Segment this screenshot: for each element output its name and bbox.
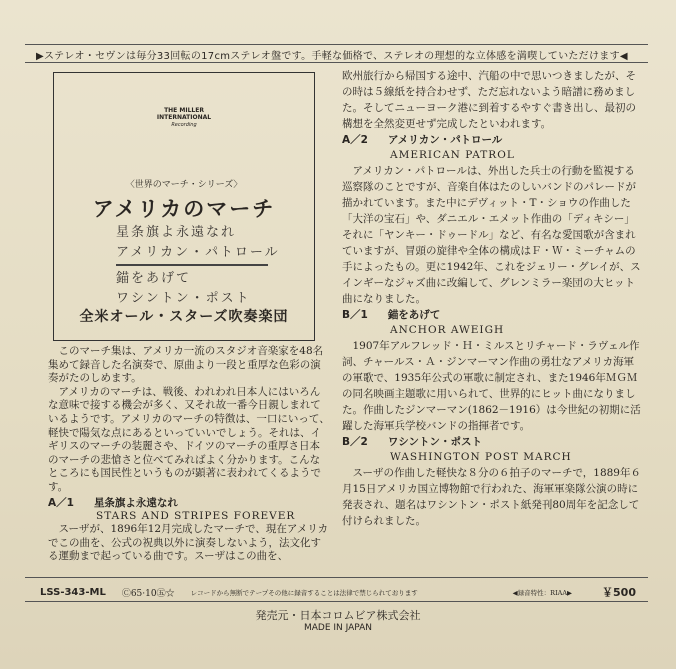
paragraph: スーザの作曲した軽快な８分の６拍子のマーチで，1889年６月15日アメリカ国立博物館で行われた、海軍軍楽隊公演の時に発表され、題名はワシントン・ポスト紙発刊80周年を記念して付けられました。 xyxy=(342,467,641,527)
divider xyxy=(116,264,268,266)
divider xyxy=(25,62,648,63)
side-a-list xyxy=(116,223,280,263)
artist: 全米オール・スターズ吹奏楽団 xyxy=(79,309,289,325)
stereo-banner: ▶ステレオ・セヴンは毎分33回転の17cmステレオ盤です。手軽な価格で、ステレオの理想的な立体感を満喫していただけます◀ xyxy=(36,51,628,62)
track-title-en: AMERICAN PATROL xyxy=(390,149,515,161)
price: ￥500 xyxy=(602,586,636,599)
made-in-japan: MADE IN JAPAN xyxy=(303,623,373,633)
divider xyxy=(25,601,648,602)
notes-right-column xyxy=(342,68,642,529)
album-title: アメリカのマーチ xyxy=(92,197,276,221)
copyright-warning: レコードから無断でテープその他に録音することは法律で禁じられております xyxy=(190,588,418,597)
publisher: 発売元・日本コロムビア株式会社 xyxy=(255,609,421,622)
paragraph: スーザが、1896年12月完成したマーチで、現在アメリカでこの曲を、公式の祝典以外に演奏しないよう，法文化する運動まで起っている曲です。スーザはこの曲を、 xyxy=(48,523,329,563)
track-heading xyxy=(48,495,330,510)
track-heading xyxy=(342,434,642,449)
track-number: B／1 xyxy=(342,309,368,321)
logo-line: Recording xyxy=(171,122,197,128)
side-b-list xyxy=(116,269,251,309)
series-label: 〈世界のマーチ・シリーズ〉 xyxy=(125,180,243,190)
track-number: A／2 xyxy=(342,134,368,146)
paragraph: アメリカのマーチは、戦後、われわれ日本人にはいろんな意味で接する機会が多く、又それ故一番今日親しまれているようです。アメリカのマーチの特徴は、一口にいって、軽快で陽気な点にあるといっていいでしょう。それは、イギリスのマーチの装麗さや、ドイツのマーチの重厚さ日本のマーチの悲愴さと位べてみればよく分かります。こんなところにも国民性というものが顕著に表われてくるようです。 xyxy=(48,385,330,493)
track-title-en: WASHINGTON POST MARCH xyxy=(390,451,572,463)
eq-curve: ◀録音特性：RIAA▶ xyxy=(512,588,573,597)
jacket-title-box xyxy=(53,72,315,341)
song: ワシントン・ポスト xyxy=(116,291,251,306)
track-number: B／2 xyxy=(342,436,368,448)
track-title-en: STARS AND STRIPES FOREVER xyxy=(96,509,296,522)
track-title: ワシントン・ポスト xyxy=(387,436,483,448)
paragraph: 1907年アルフレッド・Ｈ・ミルスとリチャード・ラヴェル作詞、チャールス・Ａ・ジンマーマン作曲の勇壮なアメリカ海軍の軍歌で、1935年公式の軍歌に制定され、また1946年ＭＧＭの同名映画主題歌に用いられて、世界的にヒット曲になりました。作曲したジンマーマン(1862－1916）は今世紀の初期に活躍した海軍兵学校バンドの指揮者です。 xyxy=(342,340,641,432)
logo-line: INTERNATIONAL xyxy=(156,114,212,121)
track-heading xyxy=(342,307,642,322)
divider xyxy=(25,577,648,578)
track-number: A／1 xyxy=(48,496,74,509)
song: 星条旗よ永遠なれ xyxy=(116,225,237,240)
track-heading xyxy=(342,132,642,147)
logo-line: THE MILLER xyxy=(164,107,204,114)
track-title-en: ANCHOR AWEIGH xyxy=(390,324,505,336)
song: 錨をあげて xyxy=(116,271,192,286)
notes-left-column xyxy=(48,345,330,564)
divider xyxy=(25,44,648,45)
footer-bar xyxy=(40,584,636,600)
paragraph: 欧州旅行から帰国する途中、汽船の中で思いつきましたが、その時は５線紙を持合わせず、ただ忘れないよう暗譜に務めました。そしてニューヨーク港に到着するやすぐ書き出し、最初の構想を全然変更せず完成したといわれます。 xyxy=(342,70,636,130)
song: アメリカン・パトロール xyxy=(116,245,280,260)
miller-logo xyxy=(54,107,314,129)
paragraph: このマーチ集は、アメリカ一流のスタジオ音楽家を48名集めて録音した名演奏で、原曲より一段と重厚な色彩の演奏がたのしめます。 xyxy=(48,345,324,385)
release-code: Ⓒ65·10㊄☆ xyxy=(121,588,175,599)
track-title: 錨をあげて xyxy=(387,309,441,321)
track-title: 星条旗よ永遠なれ xyxy=(93,496,178,509)
catalog-number: LSS-343-ML xyxy=(40,586,106,598)
paragraph: アメリカン・パトロールは、外出した兵士の行動を監視する巡察隊のことですが、音楽自体はたのしいバンドのパレードが描かれています。また中にデヴィット・T・ショウの作曲した「大洋の宝石」や、ダニエル・エメット作曲の「ディキシー」それに「ヤンキー・ドゥードル」など、有名な愛国歌が含まれていますが、冒頭の旋律や全体の構成はＦ・Ｗ・ミーチャムの手によったもの。更に1942年、これをジェリー・グレイが、スインギーなジャズ曲に改編して、グレンミラー楽団の大ヒット曲になりました。 xyxy=(342,165,641,305)
track-title: アメリカン・パトロール xyxy=(387,134,503,146)
